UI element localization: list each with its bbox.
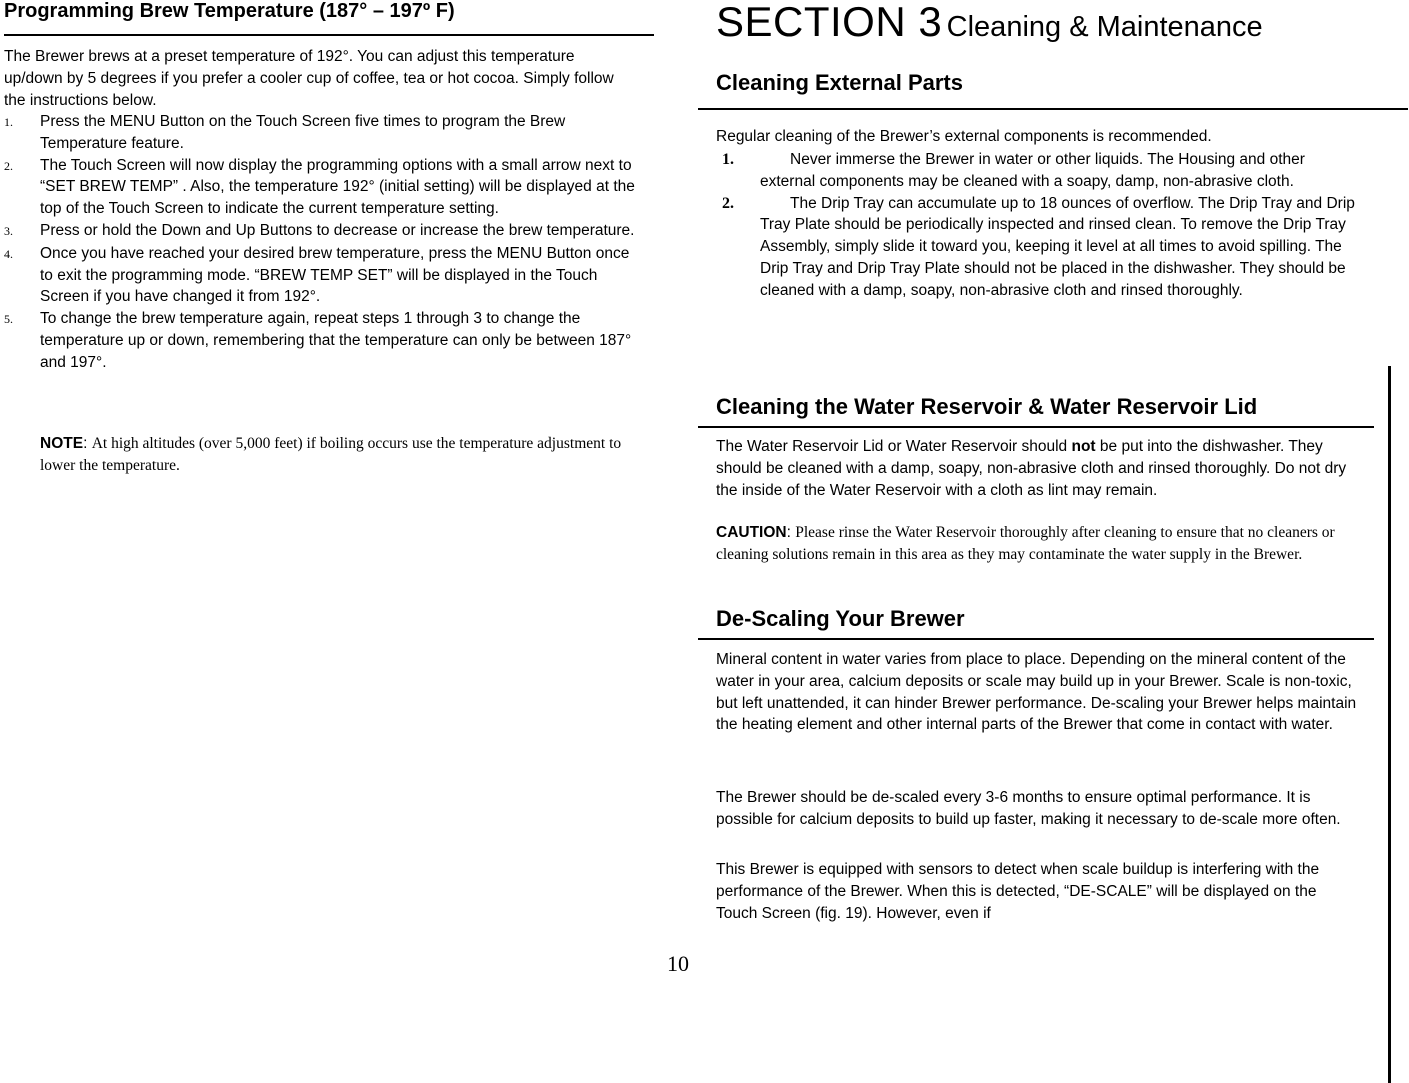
note-label: NOTE: [40, 435, 84, 452]
descaling-paragraph-3: This Brewer is equipped with sensors to detect when scale buildup is interfering with the performance of the Brewer. When this is detected, “DE-SCALE” will be displayed on the Touch Screen (fig. 19). However, even if: [716, 861, 1320, 922]
external-intro: Regular cleaning of the Brewer’s external components is recommended.: [716, 128, 1212, 145]
reservoir-text-part: be put into the dishwasher. They should be cleaned with a damp, soapy, non-abrasive cloth and rinsed thoroughly. Do not dry the inside of the Water Reservoir with a cloth as lint may remain.: [716, 438, 1347, 499]
caution-label: CAUTION: [716, 524, 787, 541]
page-edge-bar: [1388, 366, 1391, 1083]
list-item: [4, 220, 644, 243]
brew-temperature-intro: The Brewer brews at a preset temperature of 192°. You can adjust this temperature up/down by 5 degrees if you prefer a cooler cup of coffee, tea or hot cocoa. Simply follow the instructions below.: [4, 48, 614, 109]
step-number: 1.: [722, 151, 734, 168]
step-text: Press or hold the Down and Up Buttons to decrease or increase the brew temperature.: [40, 221, 635, 239]
step-number: 1.: [4, 115, 13, 129]
caution-text: Please rinse the Water Reservoir thoroughly after cleaning to ensure that no cleaners or cleaning solutions remain in this area as they may contaminate the water supply in the Brewer.: [716, 524, 1335, 563]
descaling-paragraph-2: The Brewer should be de-scaled every 3-6 months to ensure optimal performance. It is possible for calcium deposits to build up faster, making it necessary to de-scale more often.: [716, 789, 1341, 828]
descaling-heading-divider: [698, 638, 1374, 640]
brew-temperature-heading: Programming Brew Temperature (187° – 197º F): [4, 0, 455, 22]
descaling-paragraph-1: Mineral content in water varies from place to place. Depending on the mineral content of the water in your area, calcium deposits or scale may build up in your Brewer. Scale is non-toxic, but left unattended, it can hinder Brewer performance. De-scaling your Brewer helps maintain the heating element and other internal parts of the Brewer that come in contact with water.: [716, 651, 1357, 734]
altitude-note: NOTE: At high altitudes (over 5,000 feet) if boiling occurs use the temperature adjustment to lower the temperature.: [40, 435, 622, 474]
step-number: 2.: [722, 194, 734, 212]
section-title: [716, 0, 1263, 46]
external-parts-heading: Cleaning External Parts: [716, 70, 963, 95]
step-text: Once you have reached your desired brew temperature, press the MENU Button once to exit the programming mode. “BREW TEMP SET” will be displayed in the Touch Screen if you have changed it from 192°.: [40, 244, 630, 306]
reservoir-text-emphasis: not: [1071, 438, 1096, 455]
reservoir-heading: Cleaning the Water Reservoir & Water Reservoir Lid: [716, 394, 1258, 419]
step-text: Never immerse the Brewer in water or other liquids. The Housing and other external components may be cleaned with a soapy, damp, non-abrasive cloth.: [760, 151, 1305, 190]
reservoir-caution: CAUTION: Please rinse the Water Reservoir thoroughly after cleaning to ensure that no cleaners or cleaning solutions remain in this area as they may contaminate the water supply in the Brewer.: [716, 524, 1335, 563]
section-subtitle: Cleaning & Maintenance: [946, 11, 1263, 43]
heading-divider: [4, 34, 654, 36]
step-text: The Touch Screen will now display the programming options with a small arrow next to “SET BREW TEMP” . Also, the temperature 192° (initial setting) will be displayed at the top of the Touch Screen to indicate the current temperature setting.: [40, 156, 635, 218]
list-item: [4, 111, 644, 155]
step-number: 5.: [4, 312, 13, 327]
step-number: 3.: [4, 223, 13, 238]
external-steps: [722, 149, 1362, 302]
list-item: [4, 243, 644, 308]
step-number: 4.: [4, 246, 13, 261]
list-item: [722, 149, 1362, 193]
list-item: [4, 155, 644, 220]
step-text: The Drip Tray can accumulate up to 18 ounces of overflow. The Drip Tray and Drip Tray Plate should be periodically inspected and rinsed clean. To remove the Drip Tray Assembly, simply slide it toward you, keeping it level at all times to avoid spilling. The Drip Tray and Drip Tray Plate should not be placed in the dishwasher. They should be cleaned with a damp, soapy, non-abrasive cloth and rinsed thoroughly.: [760, 194, 1355, 299]
step-number: 2.: [4, 158, 13, 173]
list-item: [722, 193, 1362, 302]
step-text: Press the MENU Button on the Touch Screen five times to program the Brew Temperature feature.: [40, 113, 566, 152]
note-text: At high altitudes (over 5,000 feet) if boiling occurs use the temperature adjustment to lower the temperature.: [40, 435, 622, 474]
page-number: 10: [667, 951, 689, 976]
section-label: SECTION 3: [716, 0, 943, 45]
reservoir-text-part: The Water Reservoir Lid or Water Reservoir should: [716, 438, 1072, 455]
external-heading-divider: [698, 108, 1408, 110]
reservoir-heading-divider: [698, 426, 1374, 428]
reservoir-text: [716, 436, 1361, 501]
brew-temperature-steps: [4, 111, 644, 374]
list-item: [4, 308, 644, 373]
step-text: To change the brew temperature again, repeat steps 1 through 3 to change the temperature up or down, remembering that the temperature can only be between 187° and 197°.: [40, 310, 632, 371]
descaling-heading: De-Scaling Your Brewer: [716, 606, 965, 631]
